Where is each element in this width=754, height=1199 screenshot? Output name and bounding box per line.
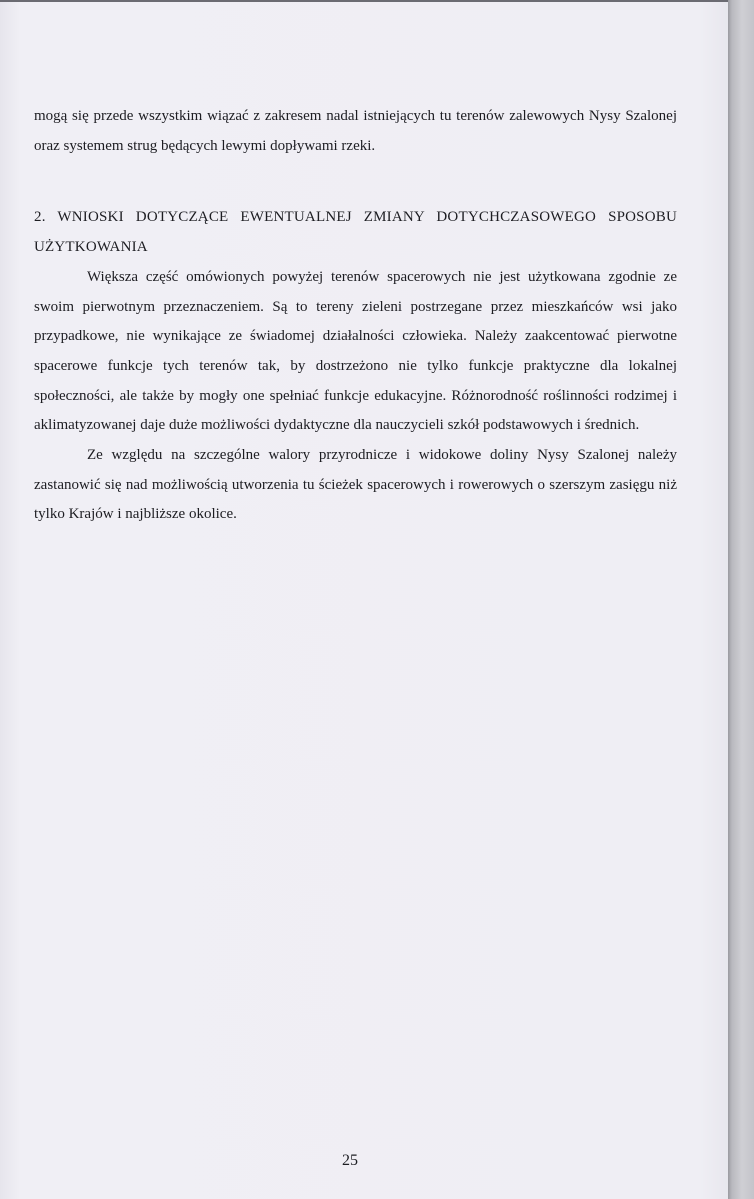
page-number: 25 [342,1152,358,1169]
section-heading: 2. WNIOSKI DOTYCZĄCE EWENTUALNEJ ZMIANY DOTYCHCZASOWEGO SPOSOBU UŻYTKOWANIA [34,209,677,256]
page-content [34,102,677,530]
paragraph-2: Ze względu na szczególne walory przyrodnicze i widokowe doliny Nysy Szalonej należy zastanowić się nad możliwością utworzenia tu ścieżek spacerowych i rowerowych o szerszym zasięgu niż tylko Krajów i najbliższe okolice. [34,447,677,523]
page-top-edge [0,0,754,2]
binding-strip [728,0,754,1199]
paragraph-1: Większa część omówionych powyżej terenów spacerowych nie jest użytkowana zgodnie ze swoim pierwotnym przeznaczeniem. Są to tereny zieleni postrzegane przez mieszkańców wsi jako przypadkowe, nie wynikające ze świadomej działalności człowieka. Należy zaakcentować pierwotne spacerowe funkcje tych terenów tak, by dostrzeżono nie tylko funkcje praktyczne dla lokalnej społeczności, ale także by mogły one spełniać funkcje edukacyjne. Różnorodność roślinności rodzimej i aklimatyzowanej daje duże możliwości dydaktyczne dla nauczycieli szkół podstawowych i średnich. [34,268,677,434]
paragraph-intro: mogą się przede wszystkim wiązać z zakresem nadal istniejących tu terenów zalewowych Nysy Szalonej oraz systemem strug będących lewymi dopływami rzeki. [34,108,677,154]
